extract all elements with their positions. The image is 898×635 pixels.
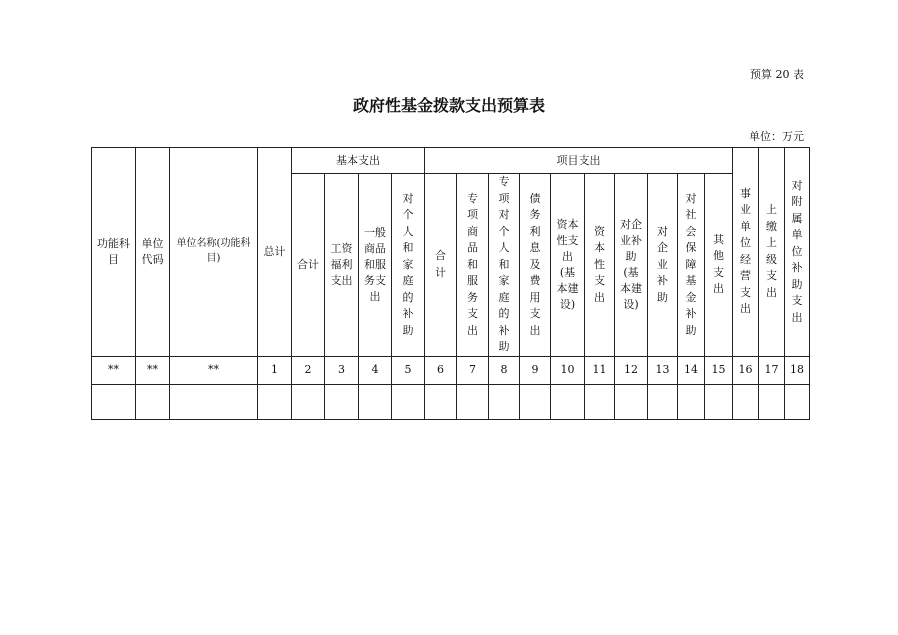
column-index-cell: 2 [292,356,325,384]
column-index-cell: 6 [425,356,457,384]
column-index-cell: 5 [392,356,425,384]
column-index-cell: 16 [733,356,759,384]
table-reference: 预算 20 表 [750,68,804,81]
header-project-col: 对企业补助 [648,174,678,357]
column-index-cell: 9 [520,356,551,384]
column-index-cell: 17 [759,356,785,384]
column-index-cell: 11 [585,356,615,384]
column-index-cell: 18 [785,356,810,384]
header-basic-group: 基本支出 [292,148,425,174]
table-row [92,384,810,419]
column-index-cell: 1 [258,356,292,384]
column-index-cell: 14 [678,356,705,384]
page-title: 政府性基金拨款支出预算表 [352,96,545,115]
table-cell [170,384,258,419]
table-cell [733,384,759,419]
column-index-cell: 13 [648,356,678,384]
table-cell [520,384,551,419]
table-cell [392,384,425,419]
header-tail-col: 事业单位经营支出 [733,148,759,357]
header-basic-col: 对个人和家庭的补助 [392,174,425,357]
table-cell [705,384,733,419]
table-cell [92,384,136,419]
header-basic-col: 合计 [292,174,325,357]
table-cell [551,384,585,419]
table-cell [489,384,520,419]
header-project-col: 专项对个人和家庭的补助 [489,174,520,357]
table-cell [258,384,292,419]
header-project-col: 对社会保障基金补助 [678,174,705,357]
table-cell [457,384,489,419]
header-project-col: 合计 [425,174,457,357]
header-project-col: 资本性支出 [585,174,615,357]
table-cell [136,384,170,419]
table-cell [648,384,678,419]
header-func-subject: 功能科目 [92,148,136,357]
table-cell [759,384,785,419]
header-project-col: 资本性支出(基本建设) [551,174,585,357]
header-basic-col: 一般商品和服务支出 [359,174,392,357]
header-project-col: 债务利息及费用支出 [520,174,551,357]
column-index-row [92,356,810,384]
column-index-cell: 4 [359,356,392,384]
table-cell [425,384,457,419]
header-tail-col: 对附属单位补助支出 [785,148,810,357]
header-project-col: 专项商品和服务支出 [457,174,489,357]
column-index-cell: ** [92,356,136,384]
column-index-cell: 12 [615,356,648,384]
table-cell [585,384,615,419]
column-index-cell: ** [170,356,258,384]
header-project-group: 项目支出 [425,148,733,174]
header-unit-code: 单位代码 [136,148,170,357]
table-cell [615,384,648,419]
table-cell [678,384,705,419]
column-index-cell: ** [136,356,170,384]
column-index-cell: 7 [457,356,489,384]
header-unit-name: 单位名称(功能科目) [170,148,258,357]
column-index-cell: 15 [705,356,733,384]
column-index-cell: 10 [551,356,585,384]
unit-label: 单位：万元 [749,130,804,143]
header-project-col: 其他支出 [705,174,733,357]
table-cell [785,384,810,419]
header-project-col: 对企业补助(基本建设) [615,174,648,357]
column-index-cell: 8 [489,356,520,384]
table-cell [359,384,392,419]
table-cell [292,384,325,419]
table-cell [325,384,359,419]
header-basic-col: 工资福利支出 [325,174,359,357]
header-tail-col: 上缴上级支出 [759,148,785,357]
header-total: 总计 [258,148,292,357]
column-index-cell: 3 [325,356,359,384]
budget-table [91,147,810,420]
